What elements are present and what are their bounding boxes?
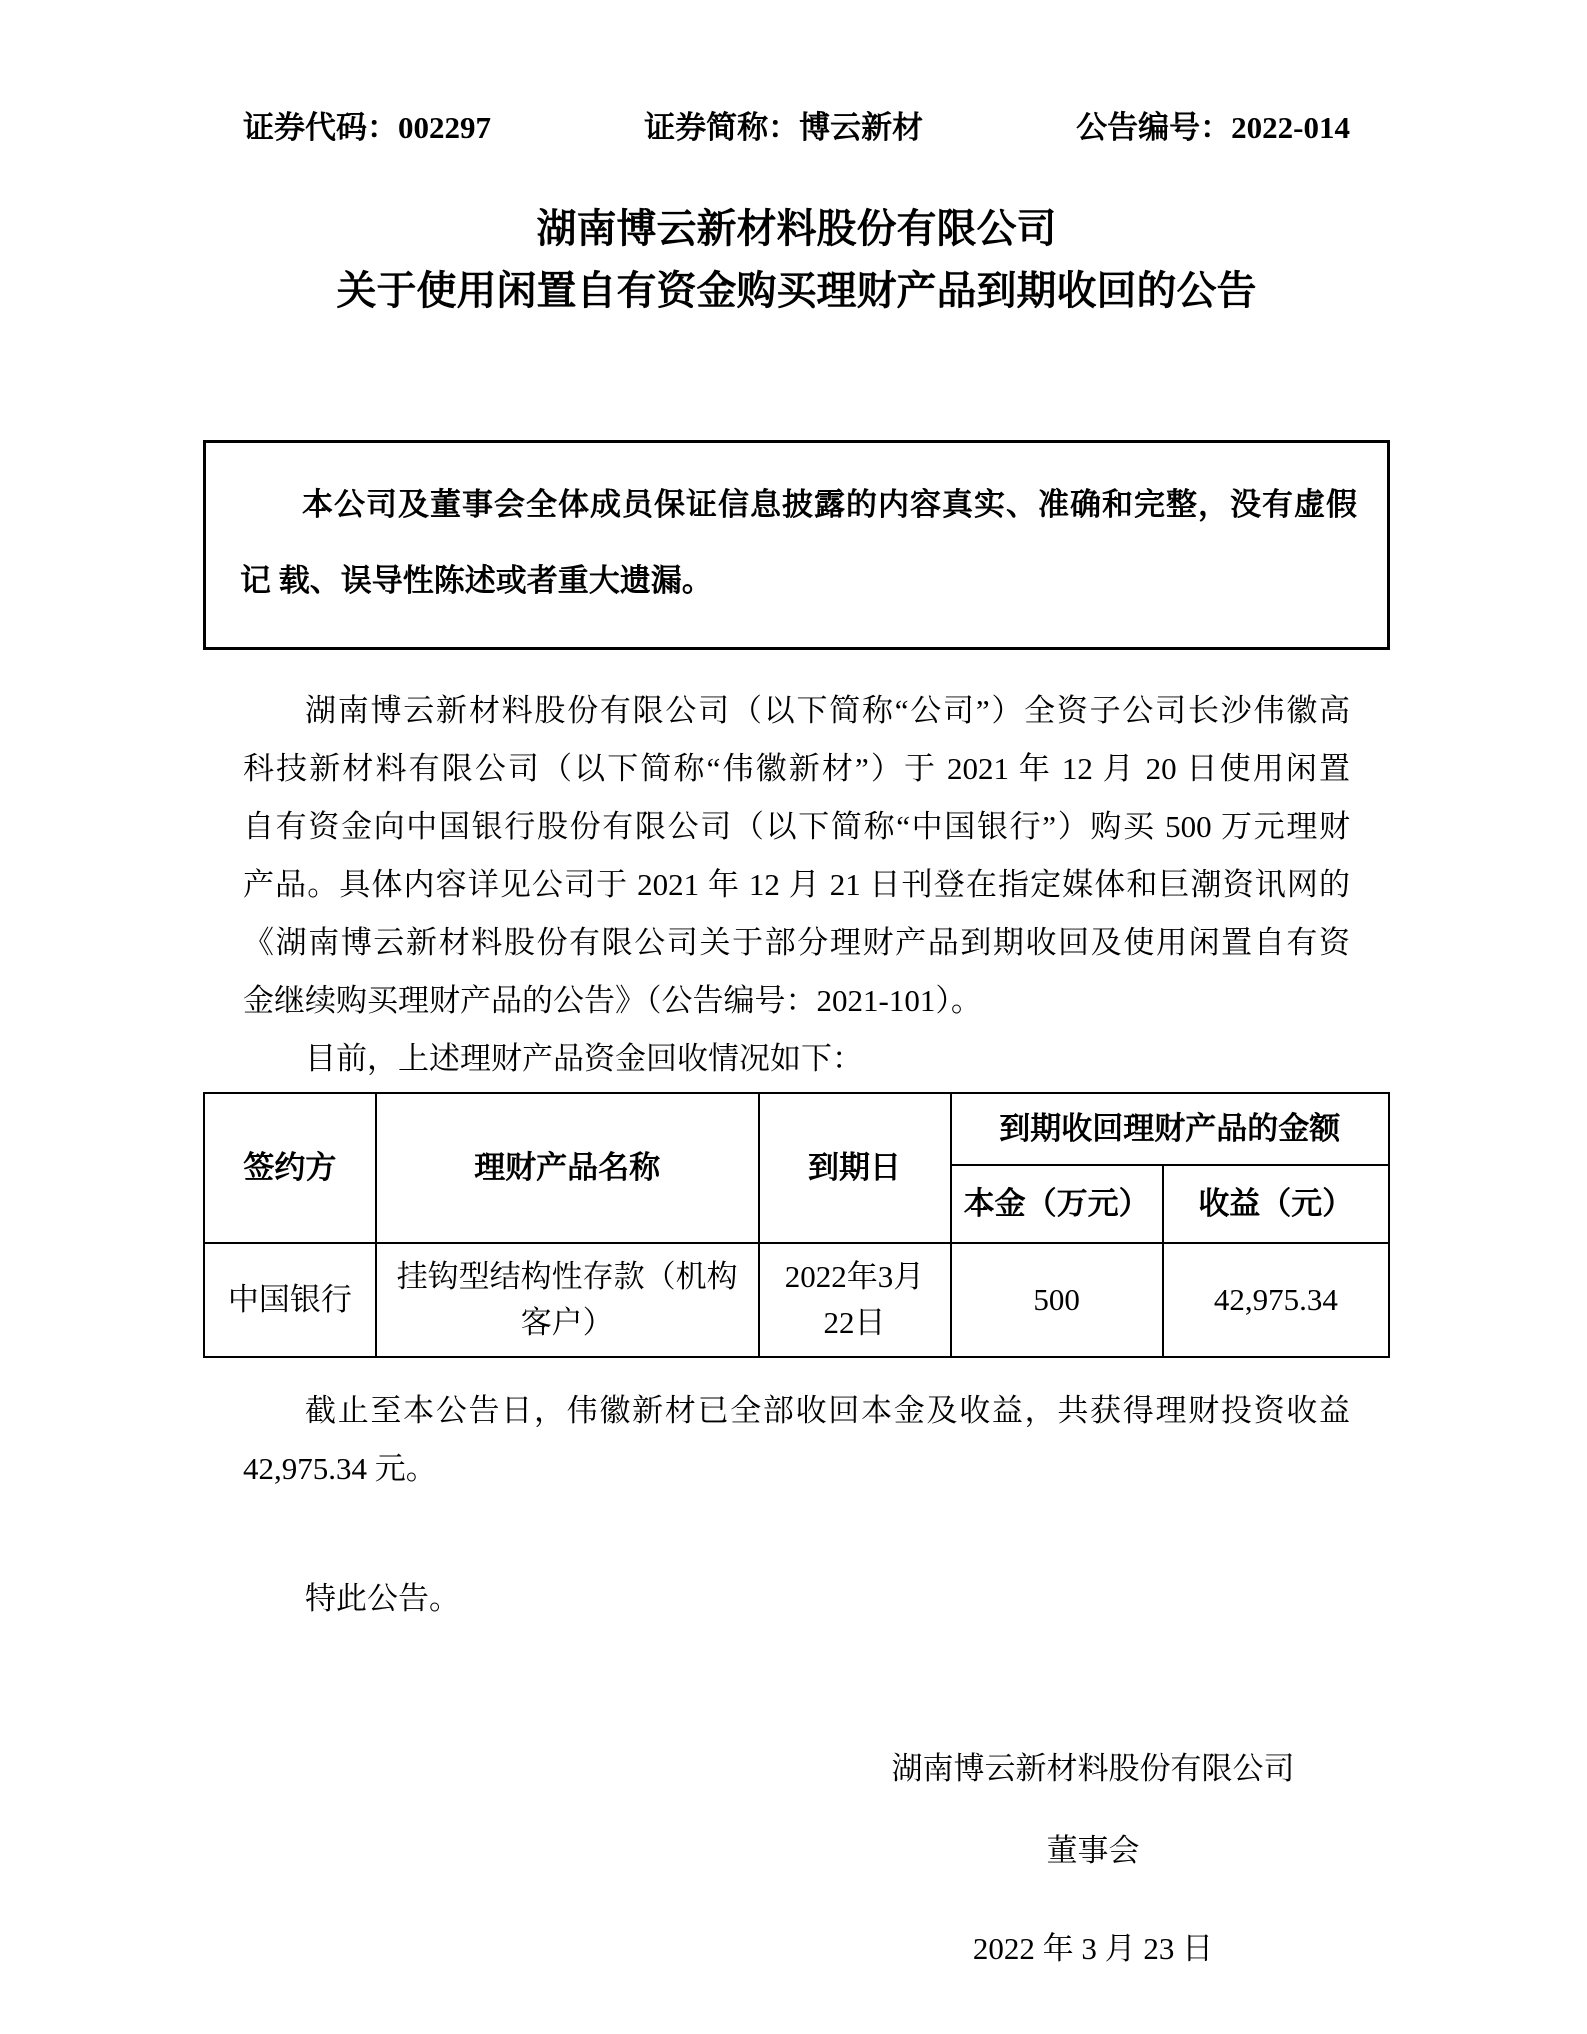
cell-principal: 500: [951, 1243, 1163, 1357]
col-header-due-date: 到期日: [759, 1093, 951, 1243]
disclaimer-line: 本公司及董事会全体成员保证信息披露的内容真实、准确和完整，没有虚假: [302, 487, 1357, 522]
body-line: 产品。具体内容详见公司于 2021 年 12 月 21 日刊登在指定媒体和巨潮资讯网的: [243, 867, 1350, 902]
disclaimer-line: 记 载、误导性陈述或者重大遗漏。: [240, 563, 713, 598]
signature-block: [878, 1740, 1308, 1978]
col-header-income: 收益（元）: [1163, 1165, 1389, 1243]
table-row: [204, 1243, 1389, 1357]
col-header-amount-group: 到期收回理财产品的金额: [951, 1093, 1389, 1165]
doc-header: [243, 108, 1350, 148]
cell-party: 中国银行: [204, 1243, 376, 1357]
col-header-party: 签约方: [204, 1093, 376, 1243]
body-line: 截止至本公告日，伟徽新材已全部收回本金及收益，共获得理财投资收益: [305, 1393, 1350, 1428]
stock-abbr: 证券简称：博云新材: [644, 110, 924, 145]
body-paragraph-1: [243, 682, 1350, 1030]
body-line: 湖南博云新材料股份有限公司（以下简称“公司”）全资子公司长沙伟徽高: [305, 693, 1350, 728]
body-line: 《湖南博云新材料股份有限公司关于部分理财产品到期收回及使用闲置自有资: [243, 925, 1350, 960]
body-line: 自有资金向中国银行股份有限公司（以下简称“中国银行”）购买 500 万元理财: [243, 809, 1350, 844]
closing-line: 特此公告。: [305, 1581, 460, 1616]
table-header-row-1: [204, 1093, 1389, 1165]
cell-income: 42,975.34: [1163, 1243, 1389, 1357]
doc-title-line2: 关于使用闲置自有资金购买理财产品到期收回的公告: [336, 268, 1257, 313]
signature-board: 董事会: [1046, 1833, 1140, 1868]
body-line: 金继续购买理财产品的公告》（公告编号：2021-101）。: [243, 983, 982, 1018]
disclaimer-box: [203, 440, 1390, 650]
col-header-product: 理财产品名称: [376, 1093, 759, 1243]
body-line: 42,975.34 元。: [243, 1451, 437, 1486]
cell-product: 挂钩型结构性存款（机构客户）: [376, 1243, 759, 1357]
announcement-number: 公告编号：2022-014: [1076, 110, 1350, 145]
body-line: 科技新材料有限公司（以下简称“伟徽新材”）于 2021 年 12 月 20 日使用闲置: [243, 751, 1350, 786]
cell-due-date-line: 22日: [823, 1305, 886, 1340]
body-paragraph-3: [243, 1382, 1350, 1498]
recovery-table: [203, 1092, 1390, 1358]
signature-date: 2022 年 3 月 23 日: [972, 1931, 1214, 1966]
table-intro-line: 目前，上述理财产品资金回收情况如下：: [305, 1041, 863, 1076]
stock-code: 证券代码：002297: [243, 110, 491, 145]
doc-title: [243, 198, 1350, 322]
signature-company: 湖南博云新材料股份有限公司: [891, 1751, 1295, 1786]
col-header-principal: 本金（万元）: [951, 1165, 1163, 1243]
cell-due-date: [759, 1243, 951, 1357]
cell-due-date-line: 2022年3月: [784, 1259, 925, 1294]
doc-title-line1: 湖南博云新材料股份有限公司: [536, 206, 1057, 251]
